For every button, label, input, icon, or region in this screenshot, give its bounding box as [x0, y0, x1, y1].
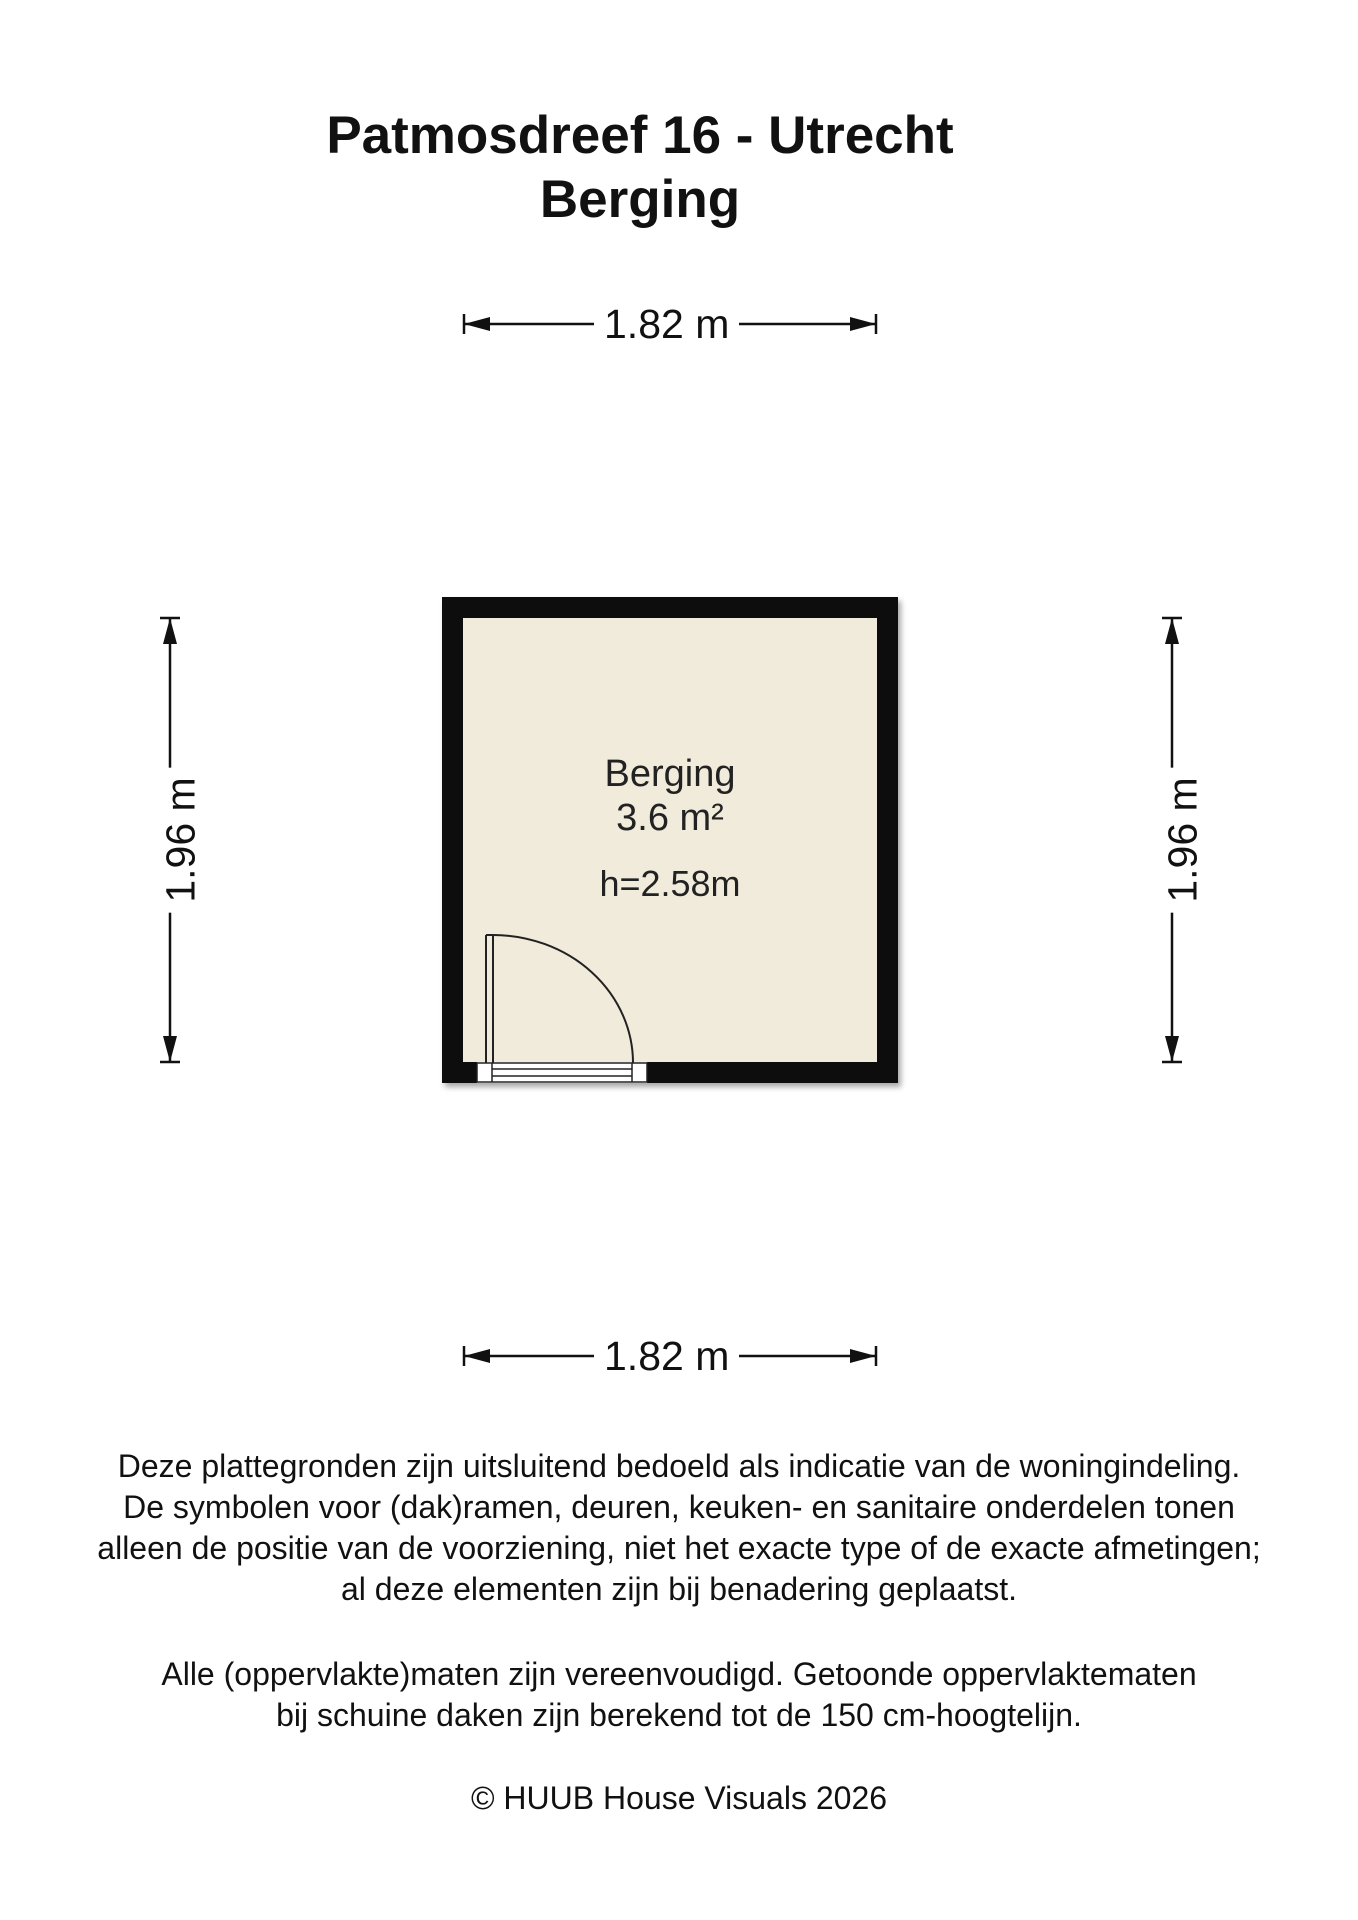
- page-subtitle: Berging: [539, 170, 741, 229]
- room-height: h=2.58m: [599, 863, 741, 904]
- page-title: Patmosdreef 16 - Utrecht: [326, 106, 954, 165]
- copyright-notice: © HUUB House Visuals 2026: [470, 1780, 888, 1816]
- room-floor: [463, 618, 877, 1062]
- door-opening: [477, 1062, 647, 1083]
- room-name: Berging: [604, 753, 736, 795]
- dimension-label-bottom: 1.82 m: [594, 1332, 739, 1380]
- disclaimer-paragraph-1: [0, 1446, 1358, 1610]
- disclaimer-line: De symbolen voor (dak)ramen, deuren, keuken- en sanitaire onderdelen tonen: [123, 1489, 1235, 1525]
- disclaimer-line: bij schuine daken zijn berekend tot de 150 cm-hoogtelijn.: [276, 1697, 1082, 1733]
- disclaimer-paragraph-2: [0, 1654, 1358, 1736]
- dimension-label-left: 1.96 m: [157, 767, 205, 912]
- disclaimer-line: Deze plattegronden zijn uitsluitend bedoeld als indicatie van de woningindeling.: [117, 1448, 1241, 1484]
- dimension-label-top: 1.82 m: [594, 300, 739, 348]
- room-area: 3.6 m²: [616, 797, 724, 839]
- disclaimer-line: al deze elementen zijn bij benadering geplaatst.: [340, 1571, 1017, 1607]
- disclaimer-line: alleen de positie van de voorziening, niet het exacte type of de exacte afmetingen;: [97, 1530, 1261, 1566]
- disclaimer-line: Alle (oppervlakte)maten zijn vereenvoudigd. Getoonde oppervlaktematen: [161, 1656, 1197, 1692]
- dimension-label-right: 1.96 m: [1159, 767, 1207, 912]
